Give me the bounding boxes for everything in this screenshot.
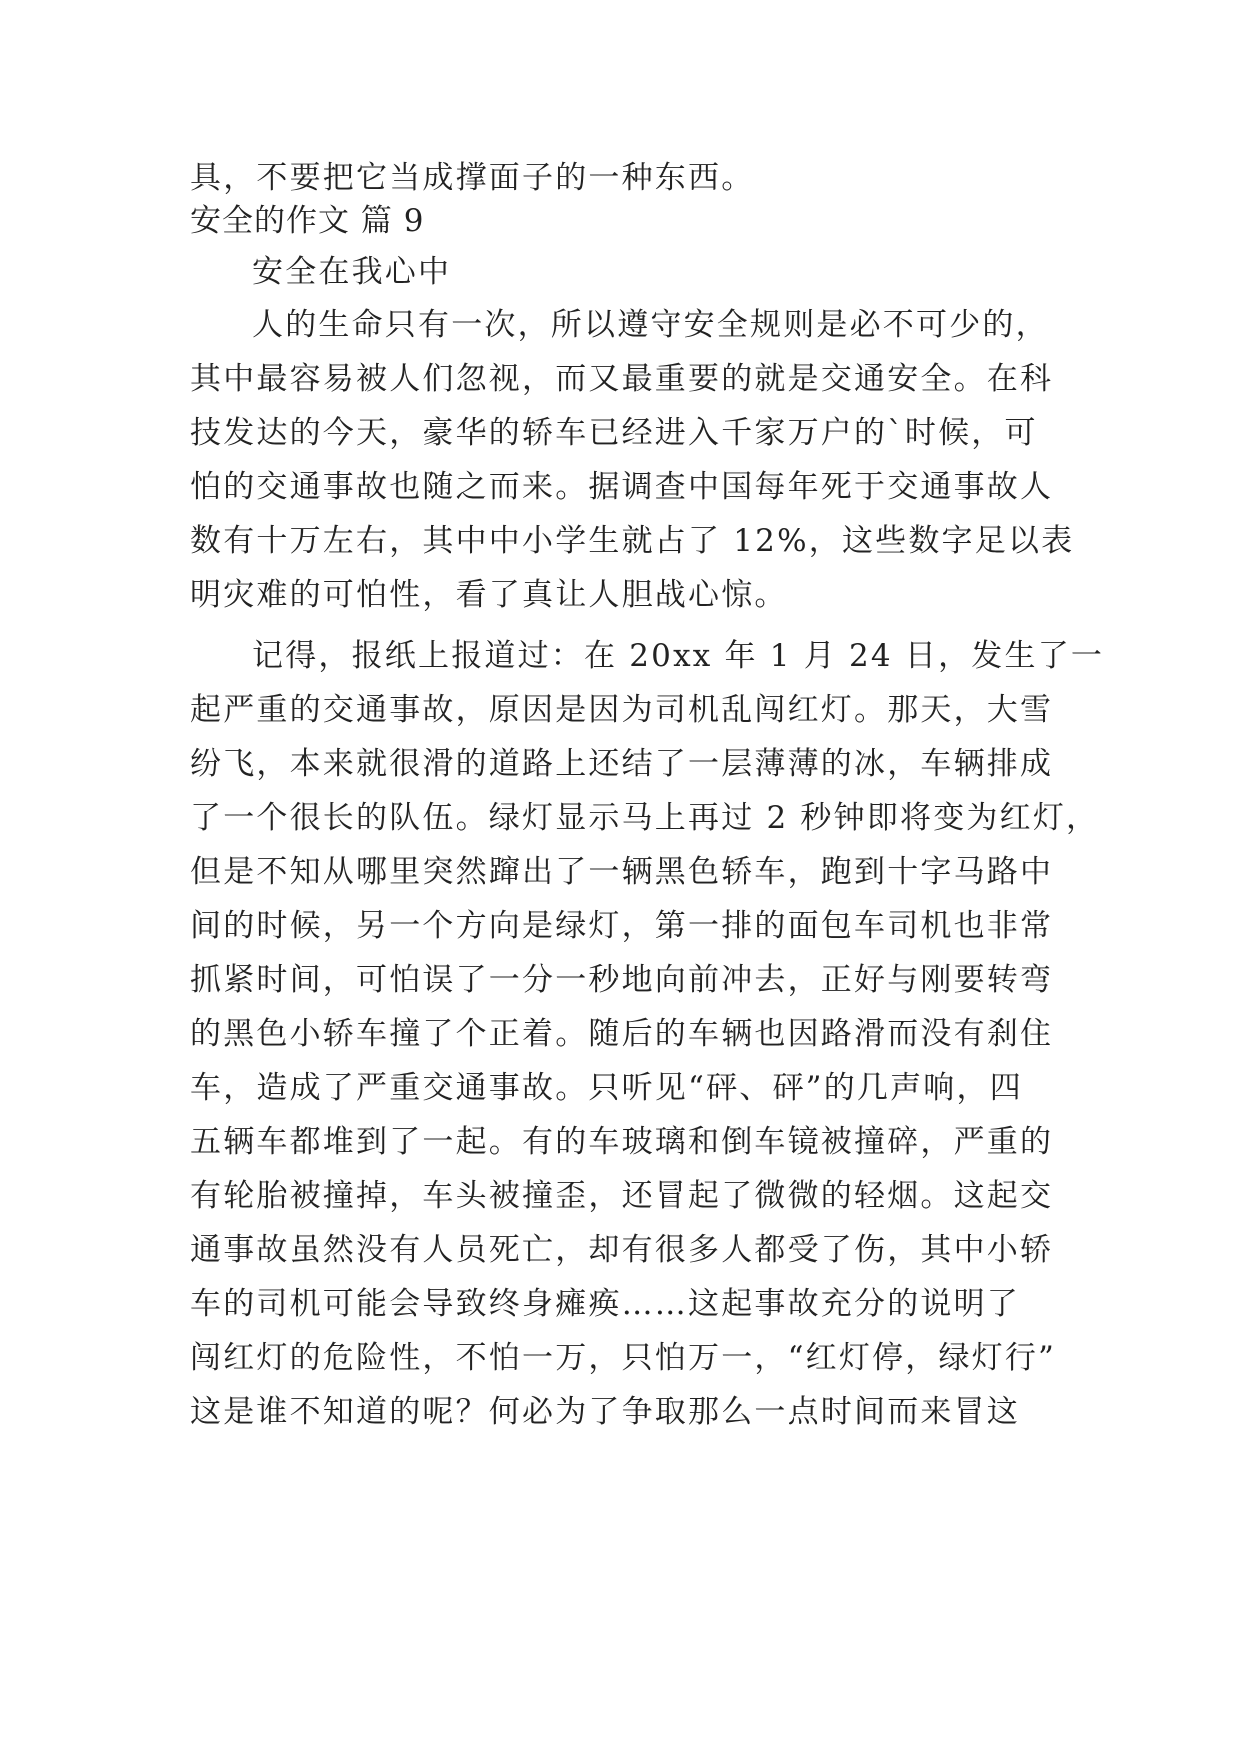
paragraph-line: 车，造成了严重交通事故。只听见“砰、砰”的几声响，四 — [190, 1070, 1023, 1106]
paragraph-line: 的黑色小轿车撞了个正着。随后的车辆也因路滑而没有刹住 — [190, 1016, 1054, 1052]
paragraph-line: 技发达的今天，豪华的轿车已经进入千家万户的`时候，可 — [190, 415, 1038, 451]
essay-title: 安全在我心中 — [252, 254, 452, 290]
paragraph-line: 但是不知从哪里突然蹿出了一辆黑色轿车，跑到十字马路中 — [190, 854, 1054, 890]
paragraph-line: 记得，报纸上报道过：在 20xx 年 1 月 24 日，发生了一 — [252, 638, 1105, 674]
paragraph-line: 闯红灯的危险性，不怕一万，只怕万一，“红灯停，绿灯行” — [190, 1340, 1057, 1376]
paragraph-line: 车的司机可能会导致终身瘫痪……这起事故充分的说明了 — [190, 1286, 1020, 1322]
paragraph-line: 怕的交通事故也随之而来。据调查中国每年死于交通事故人 — [190, 469, 1054, 505]
paragraph-line: 了一个很长的队伍。绿灯显示马上再过 2 秒钟即将变为红灯， — [190, 800, 1100, 836]
paragraph-line: 通事故虽然没有人员死亡，却有很多人都受了伤，其中小轿 — [190, 1232, 1054, 1268]
paragraph-line: 人的生命只有一次，所以遵守安全规则是必不可少的， — [252, 307, 1049, 343]
section-title: 安全的作文 篇 9 — [190, 203, 425, 239]
paragraph-line: 其中最容易被人们忽视，而又最重要的就是交通安全。在科 — [190, 361, 1054, 397]
paragraph-line: 数有十万左右，其中中小学生就占了 12%，这些数字足以表 — [190, 523, 1075, 559]
paragraph-line: 这是谁不知道的呢？何必为了争取那么一点时间而来冒这 — [190, 1394, 1020, 1430]
paragraph-line: 起严重的交通事故，原因是因为司机乱闯红灯。那天，大雪 — [190, 692, 1054, 728]
paragraph-line: 有轮胎被撞掉，车头被撞歪，还冒起了微微的轻烟。这起交 — [190, 1178, 1054, 1214]
paragraph-line: 抓紧时间，可怕误了一分一秒地向前冲去，正好与刚要转弯 — [190, 962, 1054, 998]
paragraph-line: 间的时候，另一个方向是绿灯，第一排的面包车司机也非常 — [190, 908, 1054, 944]
paragraph-line: 纷飞，本来就很滑的道路上还结了一层薄薄的冰，车辆排成 — [190, 746, 1054, 782]
paragraph-line: 五辆车都堆到了一起。有的车玻璃和倒车镜被撞碎，严重的 — [190, 1124, 1054, 1160]
continuation-line: 具，不要把它当成撑面子的一种东西。 — [190, 160, 755, 196]
paragraph-line: 明灾难的可怕性，看了真让人胆战心惊。 — [190, 577, 788, 613]
